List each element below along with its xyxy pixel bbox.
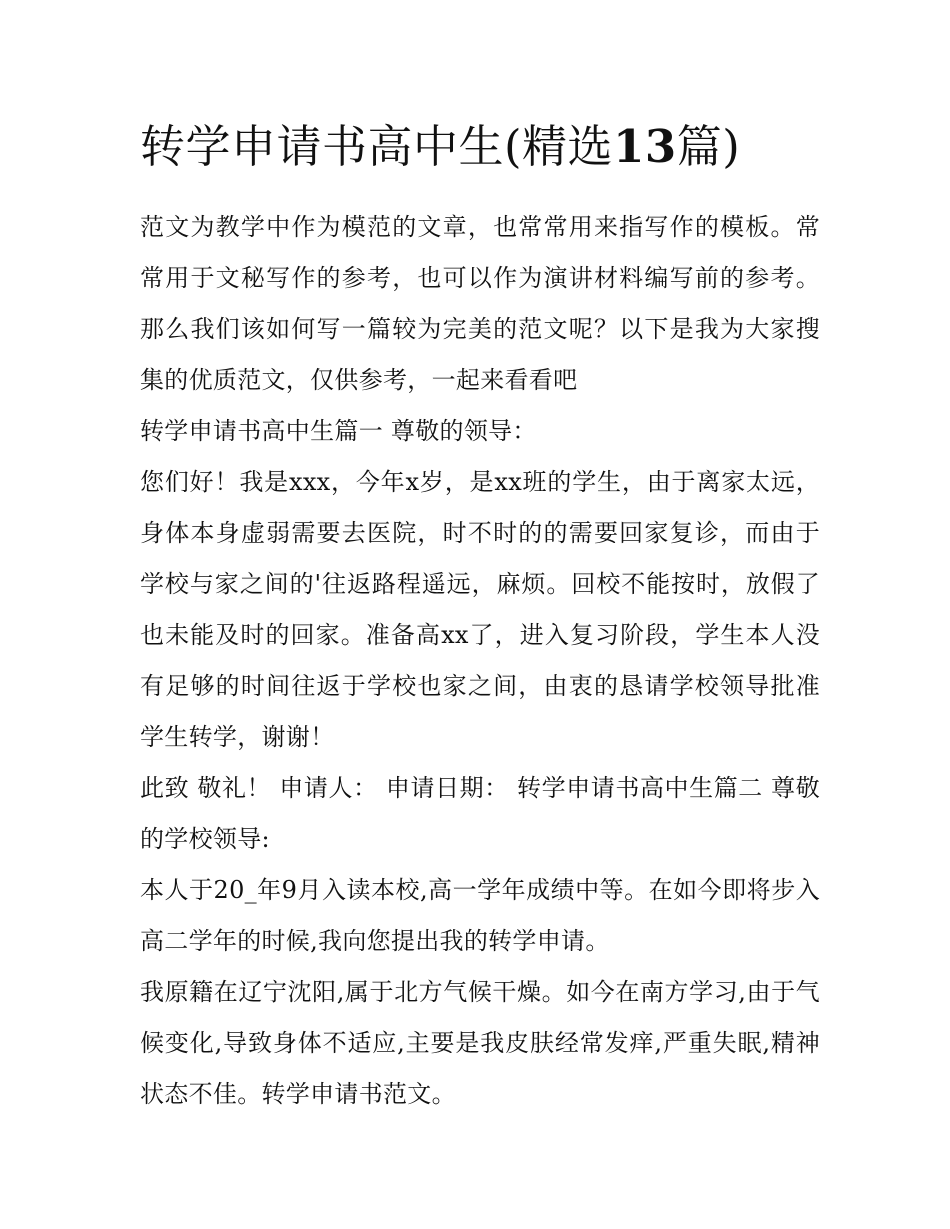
title-suffix: 篇) <box>676 120 741 173</box>
letter-two-paragraph-1: 本人于20_年9月入读本校,高一学年成绩中等。在如今即将步入高二学年的时候,我向您提出我的转学申请。 <box>140 876 820 955</box>
letter-one-body: 您们好！我是xxx，今年x岁，是xx班的学生，由于离家太远，身体本身虚弱需要去医院，时不时的的需要回家复诊，而由于学校与家之间的'往返路程遥远，麻烦。回校不能按时，放假了也未能及时的回家。准备高xx了，进入复习阶段，学生本人没有足够的时间往返于学校也家之间，由衷的恳请学校领导批准学生转学，谢谢！ <box>140 468 820 751</box>
title-text: 转学申请书高中生(精选 <box>140 120 614 173</box>
title-count: 13 <box>613 120 677 173</box>
letter-one-closing: 此致 敬礼！ 申请人： 申请日期： 转学申请书高中生篇二 尊敬的学校领导: <box>140 774 820 853</box>
intro-paragraph: 范文为教学中作为模范的文章，也常常用来指写作的模板。常常用于文秘写作的参考，也可以作为演讲材料编写前的参考。那么我们该如何写一篇较为完美的范文呢？以下是我为大家搜集的优质范文，仅供参考，一起来看看吧 <box>140 213 820 394</box>
section-one-heading: 转学申请书高中生篇一 尊敬的领导： <box>140 417 537 445</box>
document-title <box>140 108 820 186</box>
letter-two-paragraph-2: 我原籍在辽宁沈阳,属于北方气候干燥。如今在南方学习,由于气候变化,导致身体不适应,主要是我皮肤经常发痒,严重失眠,精神状态不佳。转学申请书范文。 <box>140 978 820 1108</box>
document-page <box>140 108 820 1120</box>
